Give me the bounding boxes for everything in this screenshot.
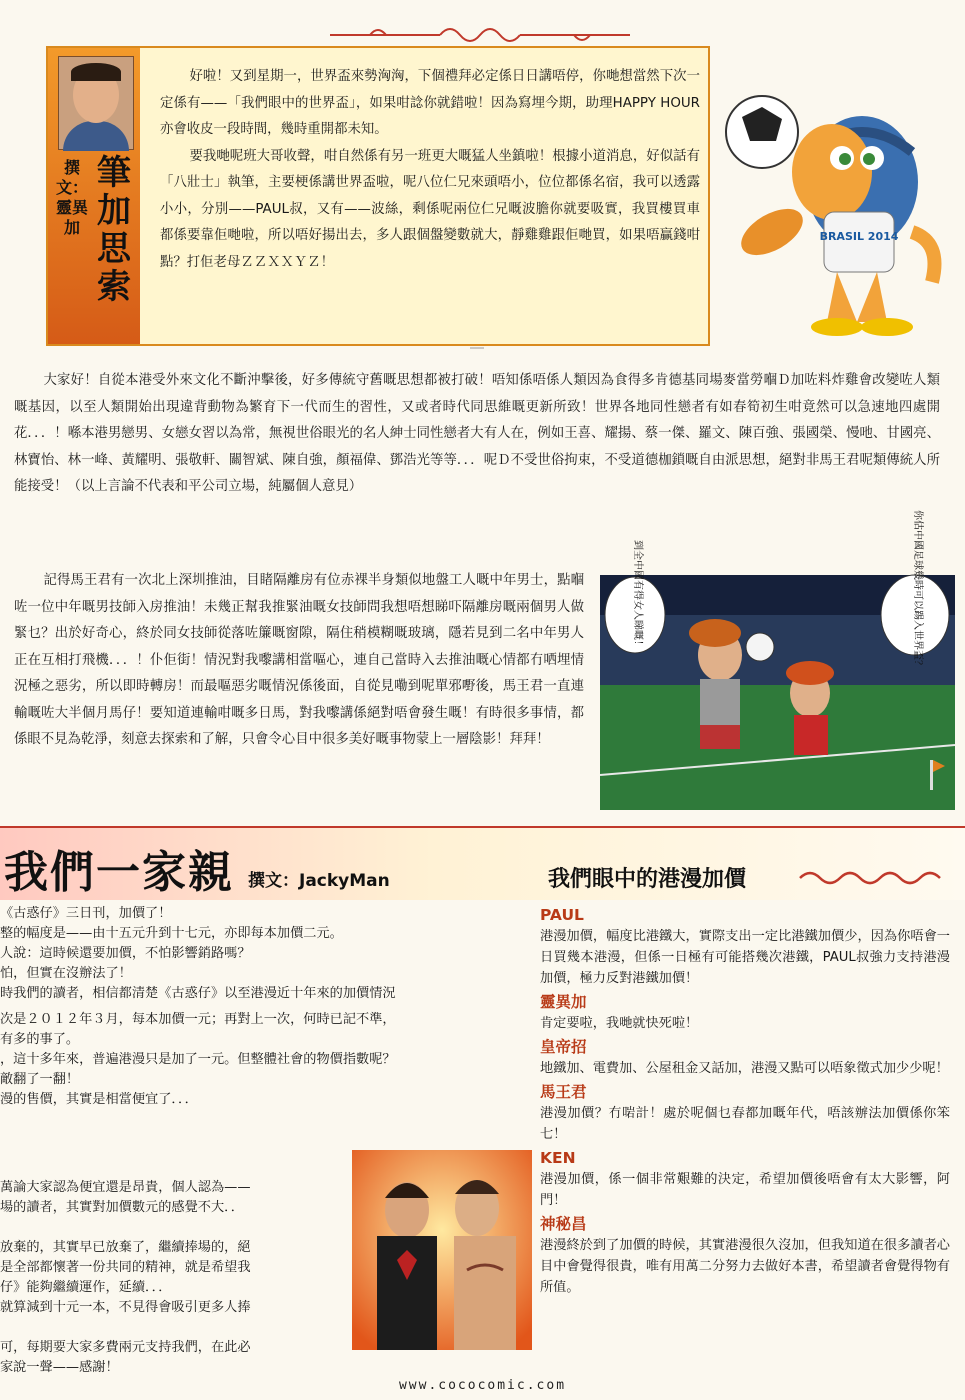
text-line	[0, 1218, 348, 1238]
column-box	[46, 46, 710, 346]
text-line: 有多的事了。	[0, 1032, 80, 1047]
text-line: 家說一聲——感謝！	[0, 1360, 119, 1375]
soccer-cartoon-image	[600, 510, 955, 810]
mascot-shirt-text: BRASIL 2014	[819, 230, 899, 243]
text-line: 人說：這時候還要加價，不怕影響銷路嗎？	[0, 946, 251, 961]
comment-text: 地鐵加、電費加、公屋租金又話加，港漫又點可以唔象徵式加少少呢！	[540, 1061, 949, 1076]
section-author: 撰文：JackyMan	[248, 871, 390, 891]
top-ornament	[330, 22, 630, 48]
speech-bubble-right: 你估中國足球幾時可以踢入世界盃？	[912, 510, 923, 670]
commenter-name: 神秘昌	[540, 1215, 587, 1233]
text-line: 漫的售價，其實是相當便宜了．．．	[0, 1092, 198, 1107]
section-header-rule	[0, 826, 965, 828]
text-line: 敵翻了一翻！	[0, 1072, 80, 1087]
comment-text: 港漫終於到了加價的時候，其實港漫很久沒加，但我知道在很多讀者心目中會覺得很貴，唯有用萬二分努力去做好本書，希望讀者會覺得物有所值。	[540, 1238, 950, 1295]
article-body-continued	[14, 568, 584, 754]
commenter-name: 皇帝招	[540, 1038, 587, 1056]
text-line: 放棄的，其實早已放棄了，繼續捧場的，絕	[0, 1240, 251, 1255]
text-line	[0, 1318, 348, 1338]
text-line: 可，每期要大家多費兩元支持我們，在此必	[0, 1340, 251, 1355]
paragraph: 大家好！自從本港受外來文化不斷沖擊後，好多傳統守舊嘅思想都被打破！唔知係唔係人類因為食得多肯德基同場麥當勞嗰Ｄ加咗料炸雞會改變咗人類嘅基因，以至人類開始出現違背動物為繁育下一代而生的習性，又或者時代同思維嘅更新所致！世界各地同性戀者有如春筍初生咁竟然可以急速地四處開花．．．！喺本港男戀男、女戀女習以為常，無視世俗眼光的名人紳士同性戀者大有人在，例如王喜、耀揚、蔡一傑、羅文、陳百強、張國榮、慢吔、甘國亮、林寶怡、林一峰、黃耀明、張敬軒、關智斌、陳自強，顏福偉、鄧浩光等等．．．呢Ｄ不受世俗拘束，不受道德枷鎖嘅自由派思想，絕對非馬王君呢類傳統人所能接受！（以上言論不代表和平公司立場，純屬個人意見）	[14, 373, 940, 494]
text-line: 次是２０１２年３月，每本加價一元；再對上一次，何時已記不準，	[0, 1012, 396, 1027]
section-title: 我們一家親	[4, 847, 234, 898]
commenter-name: 馬王君	[540, 1083, 587, 1101]
column-title: 筆加思索	[97, 153, 131, 307]
speech-bubble-left: 到全中國有得女人睇嘅！	[632, 540, 643, 650]
manga-characters-image	[352, 1150, 532, 1350]
text-line: 就算減到十元一本，不見得會吸引更多人捧	[0, 1300, 251, 1315]
comments-list	[540, 902, 950, 1298]
comment-text: 港漫加價？冇啱計！處於呢個乜春都加嘅年代，唔該辦法加價係你笨七！	[540, 1106, 950, 1142]
comment-text: 肯定要啦，我哋就快死啦！	[540, 1016, 699, 1031]
text-line: ，這十多年來，普遍港漫只是加了一元。但整體社會的物價指數呢？	[0, 1052, 396, 1067]
divider-icon	[470, 344, 484, 352]
world-cup-mascot-image	[712, 62, 952, 342]
paragraph: 好啦！又到星期一，世界盃來勢洶洶，下個禮拜必定係日日講唔停，你哋想當然下次一定係有——「我們眼中的世界盃」，如果咁諗你就錯啦！因為寫埋今期，助理HAPPY HOUR亦會收皮一段時間，幾時重開都未知。	[160, 69, 700, 137]
author-photo	[58, 56, 134, 150]
swirl-ornament	[800, 866, 950, 890]
article-body	[14, 368, 940, 509]
commenter-name: KEN	[540, 1149, 576, 1167]
commenter-name: 靈異加	[540, 993, 587, 1011]
commenter-name: PAUL	[540, 906, 584, 924]
editorial-text-continued	[0, 1178, 348, 1378]
text-line: 是全部都懷著一份共同的精神，就是希望我	[0, 1260, 251, 1275]
comment-text: 港漫加價，係一個非常艱難的決定，希望加價後唔會有太大影響，阿門！	[540, 1172, 950, 1208]
comments-title: 我們眼中的港漫加價	[548, 867, 747, 892]
column-author: 撰文：靈異加	[56, 158, 89, 237]
paragraph: 記得馬王君有一次北上深圳推油，目睹隔離房有位赤裸半身類似地盤工人嘅中年男士，點嗰咗一位中年嘅男技師入房推油！未幾正幫我推緊油嘅女技師問我想唔想睇吓隔離房嘅兩個男人做緊乜？出於好奇心，終於同女技師從落咗簾嘅窗隙，隔住稍模糊嘅玻璃，隱若見到二名中年男人正在互相打飛機．．．！仆佢街！情況對我嚟講相當嘔心，連自己當時入去推油嘅心情都冇哂埋情況極之惡劣，所以即時轉房！而最嘔惡劣嘅情況係後面，自從見嘞到呢單邪嘢後，馬王君一直連輸嘅咗大半個月馬仔！要知道連輸咁嘅多日馬，對我嚟講係絕對唔會發生嘅！有時很多事情，都係眼不見為乾淨，刻意去探索和了解，只會令心目中很多美好嘅事物蒙上一層陰影！拜拜！	[14, 573, 584, 747]
article-section	[0, 360, 965, 820]
text-line: 怕，但實在沒辦法了！	[0, 966, 132, 981]
editorial-text	[0, 904, 396, 1110]
text-line: 萬論大家認為便宜還是昂貴，個人認為——	[0, 1180, 251, 1195]
text-line: 時我們的讀者，相信都清楚《古惑仔》以至港漫近十年來的加價情況	[0, 986, 396, 1001]
author-sidebar	[48, 48, 140, 344]
footer-url: www.cococomic.com	[398, 1378, 567, 1393]
comment-text: 港漫加價，幅度比港鐵大，實際支出一定比港鐵加價少，因為你唔會一日買幾本港漫，但係一日極有可能搭幾次港鐵，PAUL叔強力支持港漫加價，極力反對港鐵加價！	[540, 929, 950, 986]
text-line: 整的幅度是——由十五元升到十七元，亦即每本加價二元。	[0, 926, 343, 941]
column-body	[160, 64, 700, 276]
text-line: 《古惑仔》三日刊，加價了！	[0, 906, 172, 921]
paragraph: 要我哋呢班大哥收聲，咁自然係有另一班更大嘅猛人坐鎮啦！根據小道消息，好似話有「八壯士」執筆，主要梗係講世界盃啦，呢八位仁兄來頭唔小，位位都係名宿，我可以透露小小，分別——PAUL叔，又有——波絲，剩係呢兩位仁兄嘅波膽你就要吸實，我買樓買車都係要靠佢哋啦，所以唔好揚出去，多人跟個盤變數就大，靜雞雞跟佢哋買，如果唔贏錢咁點？打佢老母ＺＺＸＸＹＺ！	[160, 148, 700, 270]
text-line: 場的讀者，其實對加價數元的感覺不大．．	[0, 1200, 244, 1215]
text-line: 仔》能夠繼續運作，延續．．．	[0, 1280, 172, 1295]
